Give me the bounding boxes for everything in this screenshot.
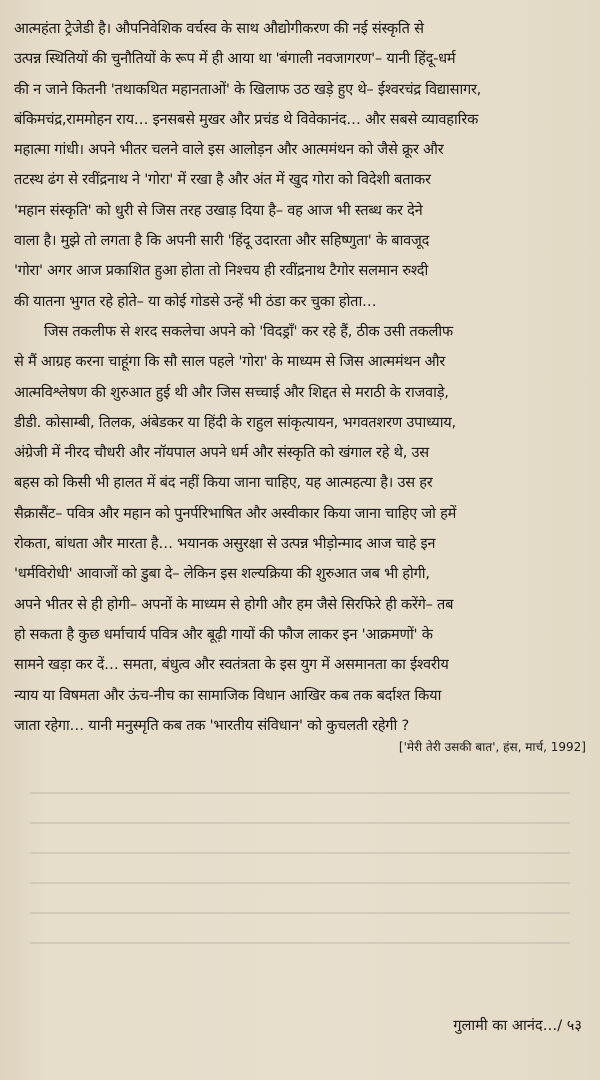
text-line: जिस तकलीफ से शरद सकलेचा अपने को 'विदड्रॉं' कर रहे हैं, ठीक उसी तकलीफ — [44, 322, 453, 340]
reverse-side-bleed-through — [30, 770, 570, 970]
text-line: अपने भीतर से ही होगी– अपनों के माध्यम से होगी और हम जैसे सिरफिरे ही करेंगे– तब — [14, 595, 454, 613]
text-line: सामने खड़ा कर दें… समता, बंधुत्व और स्वतंत्रता के इस युग में असमानता का ईश्वरीय — [14, 656, 449, 674]
text-line: 'महान संस्कृति' को धुरी से जिस तरह उखाड़ दिया है– वह आज भी स्तब्ध कर देने — [14, 201, 423, 219]
text-line: रोकता, बांधता और मारता है… भयानक असुरक्षा से उत्पन्न भीड़ोन्माद आज चाहे इन — [14, 535, 436, 553]
text-line: आत्मविश्लेषण की शुरुआत हुई थी और जिस सच्चाई और शिद्दत से मराठी के राजवाड़े, — [14, 383, 449, 401]
text-line: की न जाने कितनी 'तथाकथित महानताओं' के खिलाफ उठ खड़े हुए थे– ईश्वरचंद्र विद्यासागर, — [14, 80, 482, 98]
text-line: अंग्रेजी में नीरद चौधरी और नॉयपाल अपने धर्म और संस्कृति को खंगाल रहे थे, उस — [14, 444, 429, 462]
text-line: की यातना भुगत रहे होते– या कोई गोडसे उन्हें भी ठंडा कर चुका होता… — [14, 292, 377, 310]
text-line: महात्मा गांधी। अपने भीतर चलने वाले इस आलोड़न और आत्ममंथन को जैसे क्रूर और — [14, 141, 444, 159]
text-line: हो सकता है कुछ धर्माचार्य पवित्र और बूढ़ी गायों की फौज लाकर इन 'आक्रमणों' के — [14, 625, 433, 643]
text-line: उत्पन्न स्थितियों की चुनौतियों के रूप में ही आया था 'बंगाली नवजागरण'– यानी हिंदू-धर्म — [14, 50, 456, 68]
text-line: बंकिमचंद्र,राममोहन राय… इनसबसे मुखर और प्रचंड थे विवेकानंद… और सबसे व्यावहारिक — [14, 110, 479, 128]
paragraph-1 — [14, 14, 590, 317]
body-text — [14, 14, 590, 741]
paragraph-2 — [14, 317, 590, 741]
text-line: जाता रहेगा… यानी मनुस्मृति कब तक 'भारतीय संविधान' को कुचलती रहेगी ? — [14, 716, 409, 734]
text-line: वाला है। मुझे तो लगता है कि अपनी सारी 'हिंदू उदारता और सहिष्णुता' के बावजूद — [14, 232, 430, 250]
text-line: से मैं आग्रह करना चाहूंगा कि सौ साल पहले 'गोरा' के माध्यम से जिस आत्ममंथन और — [14, 353, 446, 371]
citation: ['मेरी तेरी उसकी बात', हंस, मार्च, 1992] — [398, 740, 586, 754]
text-line: 'गोरा' अगर आज प्रकाशित हुआ होता तो निश्चय ही रवींद्रनाथ टैगोर सलमान रुश्दी — [14, 262, 429, 280]
page-footer: गुलामी का आनंद…/ ५३ — [453, 1017, 582, 1034]
text-line: बहस को किसी भी हालत में बंद नहीं किया जाना चाहिए, यह आत्महत्या है। उस हर — [14, 474, 433, 492]
text-line: न्याय या विषमता और ऊंच-नीच का सामाजिक विधान आखिर कब तक बर्दाश्त किया — [14, 686, 442, 704]
text-line: सैक्रासैंट– पवित्र और महान को पुनर्परिभाषित और अस्वीकार किया जाना चाहिए जो हमें — [14, 504, 457, 522]
text-line: तटस्थ ढंग से रवींद्रनाथ ने 'गोरा' में रखा है और अंत में खुद गोरा को विदेशी बताकर — [14, 171, 431, 189]
text-line: डीडी. कोसाम्बी, तिलक, अंबेडकर या हिंदी के राहुल सांकृत्यायन, भगवतशरण उपाध्याय, — [14, 413, 456, 431]
text-line: 'धर्मविरोधी' आवाजों को डुबा दे– लेकिन इस शल्यक्रिया की शुरुआत जब भी होगी, — [14, 565, 430, 583]
text-line: आत्महंता ट्रेजेडी है। औपनिवेशिक वर्चस्व के साथ औद्योगीकरण की नई संस्कृति से — [14, 20, 424, 37]
